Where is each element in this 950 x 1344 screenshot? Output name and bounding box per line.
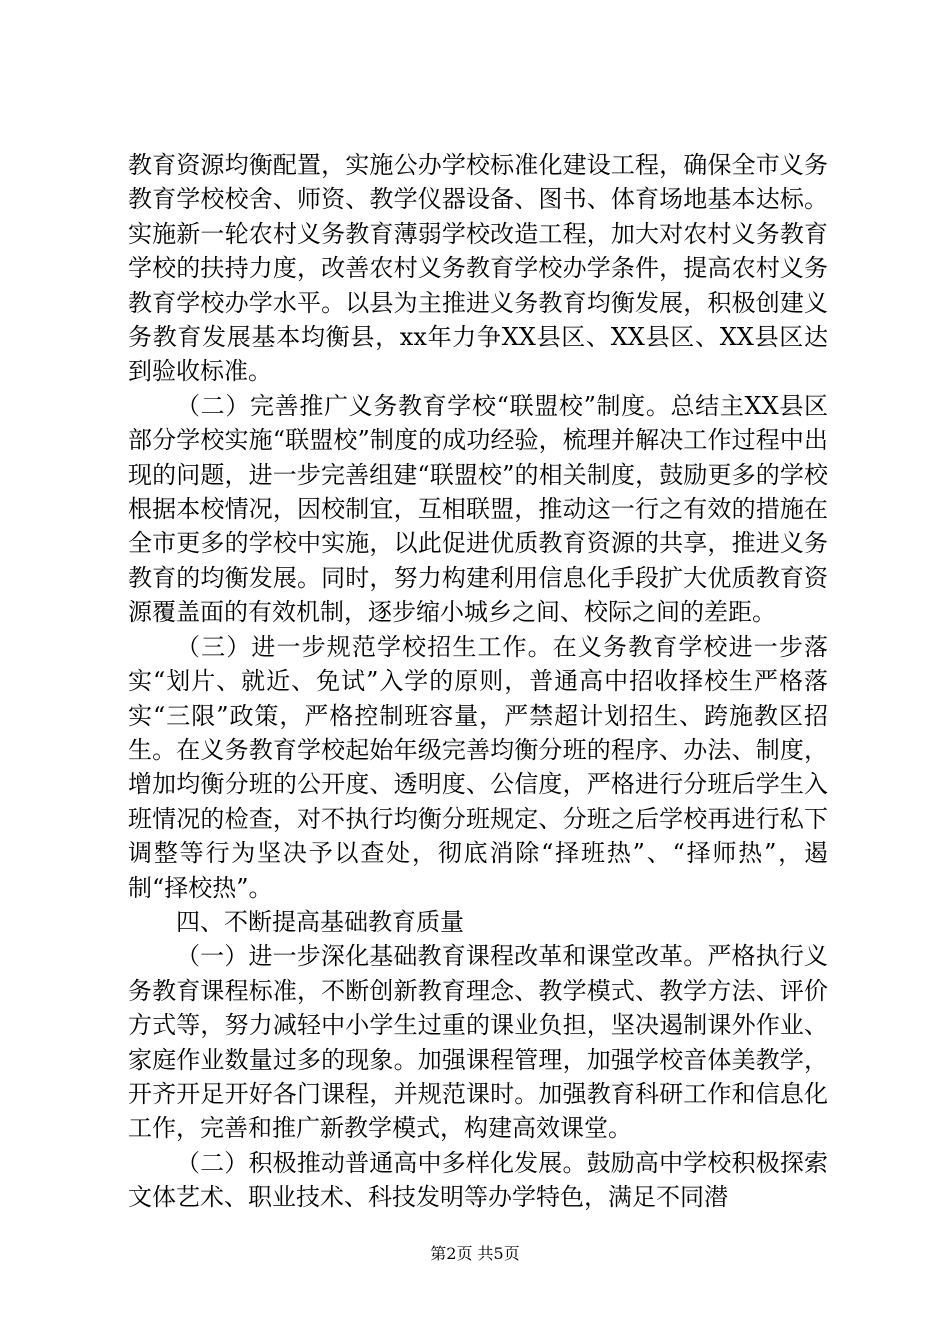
paragraph-5: （一）进一步深化基础教育课程改革和课堂改革。严格执行义务教育课程标准，不断创新教育理念、教学模式、教学方法、评价方式等，努力减轻中小学生过重的课业负担，坚决遏制课外作业、家庭作业数量过多的现象。加强课程管理，加强学校音体美教学，开齐开足开好各门课程，并规范课时。加强教育科研工作和信息化工作，完善和推广新教学模式，构建高效课堂。	[128, 942, 828, 1143]
section-heading-4: 四、不断提高基础教育质量	[176, 907, 464, 936]
paragraph-3: （三）进一步规范学校招生工作。在义务教育学校进一步落实“划片、就近、免试”入学的原则，普通高中招收择校生严格落实“三限”政策，严格控制班容量，严禁超计划招生、跨施教区招生。在义务教育学校起始年级完善均衡分班的程序、办法、制度，增加均衡分班的公开度、透明度、公信度，严格进行分班后学生入班情况的检查，对不执行均衡分班规定、分班之后学校再进行私下调整等行为坚决予以查处，彻底消除“择班热”、“择师热”，遏制“择校热”。	[128, 632, 828, 902]
document-body	[128, 148, 828, 1215]
page-footer: 第2页 共5页	[430, 1244, 520, 1263]
paragraph-6: （二）积极推动普通高中多样化发展。鼓励高中学校积极探索文体艺术、职业技术、科技发明等办学特色，满足不同潜	[128, 1148, 828, 1212]
paragraph-2: （二）完善推广义务教育学校“联盟校”制度。总结主XX县区部分学校实施“联盟校”制度的成功经验，梳理并解决工作过程中出现的问题，进一步完善组建“联盟校”的相关制度，鼓励更多的学校根据本校情况，因校制宜，互相联盟，推动这一行之有效的措施在全市更多的学校中实施，以此促进优质教育资源的共享，推进义务教育的均衡发展。同时，努力构建利用信息化手段扩大优质教育资源覆盖面的有效机制，逐步缩小城乡之间、校际之间的差距。	[128, 391, 828, 627]
paragraph-1: 教育资源均衡配置，实施公办学校标准化建设工程，确保全市义务教育学校校舍、师资、教学仪器设备、图书、体育场地基本达标。实施新一轮农村义务教育薄弱学校改造工程，加大对农村义务教育学校的扶持力度，改善农村义务教育学校办学条件，提高农村义务教育学校办学水平。以县为主推进义务教育均衡发展，积极创建义务教育发展基本均衡县，xx年力争XX县区、XX县区、XX县区达到验收标准。	[128, 151, 828, 386]
